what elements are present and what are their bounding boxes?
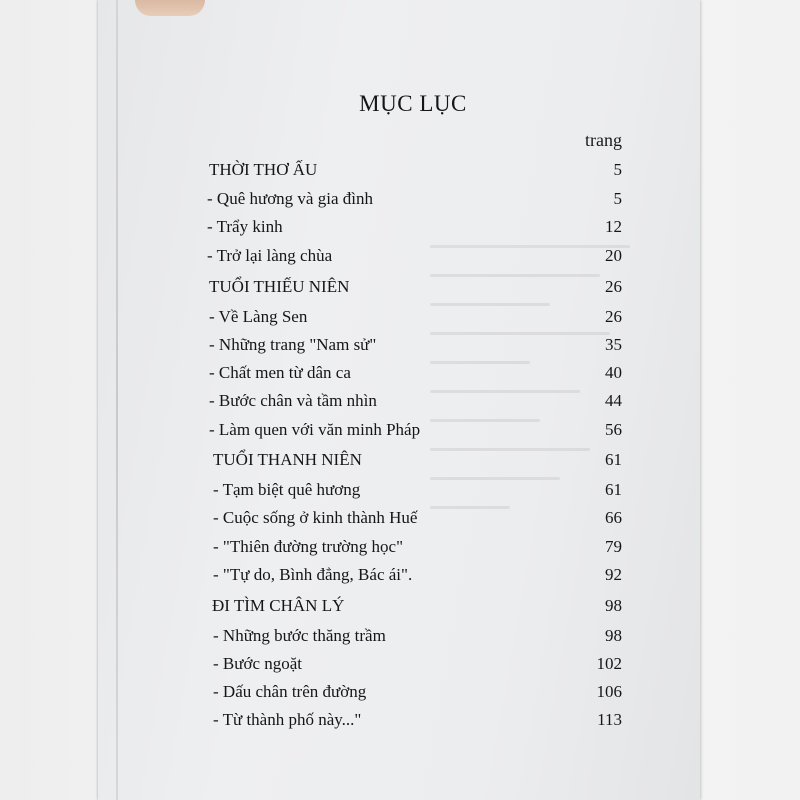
toc-entry	[213, 477, 622, 503]
toc-page-number: 92	[605, 565, 622, 584]
toc-entry	[209, 304, 622, 330]
toc-entry-text: - "Tự do, Bình đẳng, Bác ái".	[213, 565, 413, 584]
toc-page-number: 40	[605, 363, 622, 382]
toc-heading-text: ĐI TÌM CHÂN LÝ	[212, 596, 345, 615]
toc-entry	[213, 679, 622, 705]
toc-entry-text: - Những bước thăng trầm	[213, 626, 386, 645]
toc-section-heading	[212, 593, 622, 619]
toc-entry	[213, 505, 622, 531]
toc-entry-text: - "Thiên đường trường học"	[213, 537, 404, 556]
toc-entry	[213, 707, 622, 733]
toc-page-number: 26	[605, 277, 622, 296]
toc-page-number: 35	[605, 335, 622, 354]
toc-page-number: 26	[605, 307, 622, 326]
toc-page-number: 61	[605, 480, 622, 499]
toc-entry-text: - Từ thành phố này..."	[213, 710, 362, 729]
toc-entry	[209, 417, 622, 443]
toc-page-number: 61	[605, 450, 622, 469]
toc-heading-text: THỜI THƠ ẤU	[209, 160, 318, 179]
toc-entry-text: - Dấu chân trên đường	[213, 682, 367, 701]
toc-entry	[209, 332, 622, 358]
toc-page-number: 98	[605, 596, 622, 615]
toc-page-number: 20	[605, 246, 622, 265]
page-column-header: trang	[585, 130, 622, 150]
toc-entry	[213, 562, 622, 588]
toc-entry-text: - Tạm biệt quê hương	[213, 480, 361, 499]
toc-entry-text: - Bước ngoặt	[213, 654, 303, 673]
toc-entry	[213, 534, 622, 560]
toc-entry	[213, 623, 622, 649]
toc-page-number: 44	[605, 391, 622, 410]
toc-page-number: 106	[596, 682, 622, 701]
toc-entry-text: - Cuộc sống ở kinh thành Huế	[213, 508, 418, 527]
toc-entry-text: - Về Làng Sen	[209, 307, 308, 326]
toc-entry-text: - Bước chân và tầm nhìn	[209, 391, 377, 410]
toc-entry-text: - Trở lại làng chùa	[207, 246, 333, 265]
toc-page-number: 113	[597, 710, 622, 729]
toc-page-number: 56	[605, 420, 622, 439]
toc-entry-text: - Những trang "Nam sử"	[209, 335, 377, 354]
toc-section-heading	[209, 157, 622, 183]
toc-page-number: 102	[596, 654, 622, 673]
toc-page-number: 5	[613, 160, 622, 179]
toc-heading-text: TUỔI THIẾU NIÊN	[209, 277, 350, 296]
toc-entry-text: - Quê hương và gia đình	[207, 189, 373, 208]
toc-entry	[207, 243, 622, 269]
toc-heading-text: TUỔI THANH NIÊN	[213, 450, 362, 469]
toc-entry	[207, 186, 622, 212]
toc-page-number: 5	[613, 189, 622, 208]
toc-page-number: 12	[605, 217, 622, 236]
toc-page-number: 98	[605, 626, 622, 645]
toc-entry-text: - Làm quen với văn minh Pháp	[209, 420, 421, 439]
toc-section-heading	[209, 274, 622, 300]
page-title: MỤC LỤC	[359, 91, 467, 116]
toc-entry	[213, 651, 622, 677]
toc-entry	[207, 214, 622, 240]
toc-page-number: 66	[605, 508, 622, 527]
toc-entry	[209, 360, 622, 386]
toc-page-number: 79	[605, 537, 622, 556]
toc-entry	[209, 388, 622, 414]
toc-section-heading	[213, 447, 622, 473]
toc-entry-text: - Chất men từ dân ca	[209, 363, 351, 382]
toc-entry-text: - Trẩy kinh	[207, 217, 283, 236]
